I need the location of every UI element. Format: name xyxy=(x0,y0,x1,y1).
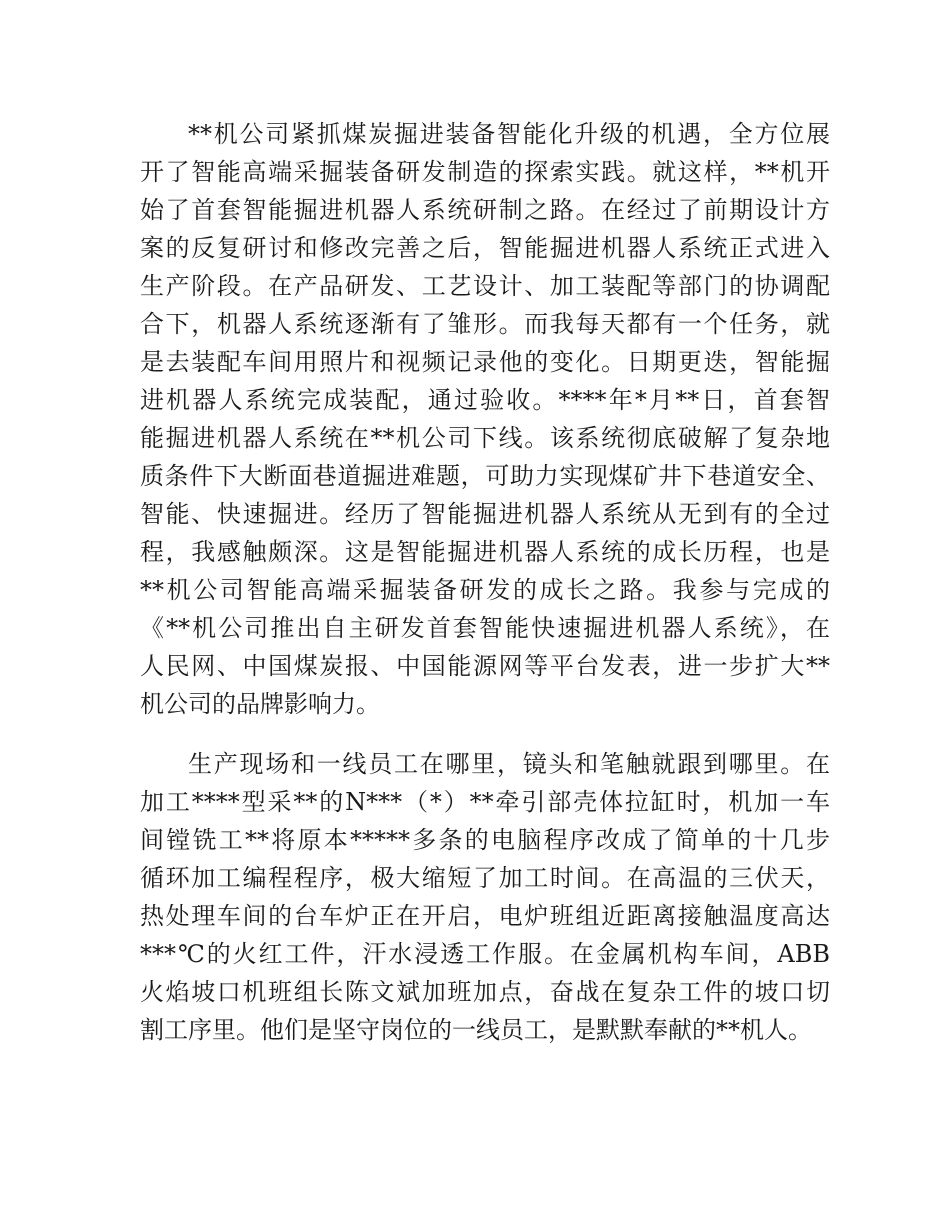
paragraph-line: 开了智能高端采掘装备研发制造的探索实践。就这样，**机开 xyxy=(140,158,830,186)
paragraph-line: 进机器人系统完成装配，通过验收。****年*月**日，首套智 xyxy=(140,386,830,414)
paragraph-line: 合下，机器人系统逐渐有了雏形。而我每天都有一个任务，就 xyxy=(140,310,830,338)
paragraph-line: 循环加工编程程序，极大缩短了加工时间。在高温的三伏天， xyxy=(140,864,830,892)
paragraph-line: 是去装配车间用照片和视频记录他的变化。日期更迭，智能掘 xyxy=(140,348,830,376)
paragraph-line: 生产现场和一线员工在哪里，镜头和笔触就跟到哪里。在 xyxy=(188,750,830,778)
paragraph-line: 火焰坡口机班组长陈文斌加班加点，奋战在复杂工件的坡口切 xyxy=(140,978,830,1006)
paragraph-line: ***℃的火红工件，汗水浸透工作服。在金属机构车间，ABB xyxy=(140,940,830,968)
paragraph-line: **机公司紧抓煤炭掘进装备智能化升级的机遇，全方位展 xyxy=(188,120,830,148)
paragraph-line: **机公司智能高端采掘装备研发的成长之路。我参与完成的 xyxy=(140,576,830,604)
paragraph-line: 机公司的品牌影响力。 xyxy=(140,690,380,718)
paragraph-line: 热处理车间的台车炉正在开启，电炉班组近距离接触温度高达 xyxy=(140,902,830,930)
paragraph-line: 间镗铣工**将原本*****多条的电脑程序改成了简单的十几步 xyxy=(140,826,830,854)
paragraph-line: 程，我感触颇深。这是智能掘进机器人系统的成长历程，也是 xyxy=(140,538,830,566)
paragraph-line: 生产阶段。在产品研发、工艺设计、加工装配等部门的协调配 xyxy=(140,272,830,300)
paragraph-line: 质条件下大断面巷道掘进难题，可助力实现煤矿井下巷道安全、 xyxy=(140,462,830,490)
paragraph-2 xyxy=(140,745,830,1049)
paragraph-line: 智能、快速掘进。经历了智能掘进机器人系统从无到有的全过 xyxy=(140,500,830,528)
paragraph-line: 《**机公司推出自主研发首套智能快速掘进机器人系统》，在 xyxy=(140,614,830,642)
paragraph-line: 人民网、中国煤炭报、中国能源网等平台发表，进一步扩大** xyxy=(140,652,830,680)
paragraph-line: 割工序里。他们是坚守岗位的一线员工，是默默奉献的**机人。 xyxy=(140,1016,812,1044)
paragraph-line: 加工****型采**的N***（*）**牵引部壳体拉缸时，机加一车 xyxy=(140,788,830,816)
paragraph-line: 始了首套智能掘进机器人系统研制之路。在经过了前期设计方 xyxy=(140,196,830,224)
paragraph-line: 案的反复研讨和修改完善之后，智能掘进机器人系统正式进入 xyxy=(140,234,830,262)
paragraph-line: 能掘进机器人系统在**机公司下线。该系统彻底破解了复杂地 xyxy=(140,424,830,452)
paragraph-1 xyxy=(140,115,830,723)
